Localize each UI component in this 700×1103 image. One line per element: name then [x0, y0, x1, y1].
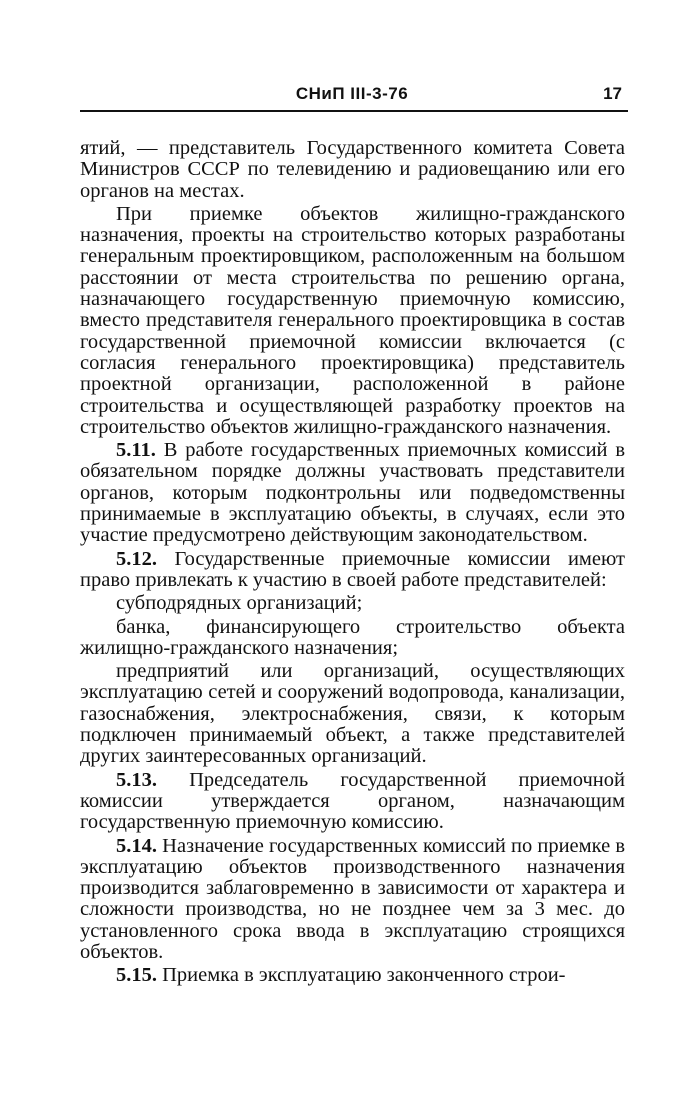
- paragraph: [80, 138, 625, 202]
- section-paragraph: [80, 770, 625, 834]
- paragraph: [80, 204, 625, 438]
- paragraph-text: Приемка в эксплуатацию законченного строи-: [162, 964, 566, 987]
- section-paragraph: [80, 965, 625, 986]
- paragraph-text: банка, финансирующего строительство объекта жилищно-гражданского назначения;: [80, 615, 625, 659]
- paragraph-text: Председатель государственной приемочной комиссии утверждается органом, назначающим государственную приемочную комиссию.: [80, 768, 625, 834]
- list-item: [80, 593, 625, 614]
- paragraph-text: предприятий или организаций, осуществляющих эксплуатацию сетей и сооружений водопровода, канализации, газоснабжения, электроснабжения, связи, к которым подключен принимаемый объект, а также представителей других заинтересованных организаций.: [80, 660, 625, 768]
- paragraph-text: Назначение государственных комиссий по приемке в эксплуатацию объектов производственного назначения производится заблаговременно в зависимости от характера и сложности производства, но не позднее чем за 3 мес. до установленного срока ввода в эксплуатацию строящихся объектов.: [80, 834, 625, 963]
- section-number: 5.13.: [116, 768, 157, 791]
- page-body: [80, 138, 625, 989]
- paragraph-text: субподрядных организаций;: [116, 592, 363, 615]
- page-number: 17: [603, 84, 622, 103]
- list-item: [80, 661, 625, 767]
- header-divider: [80, 110, 628, 112]
- paragraph-text: При приемке объектов жилищно-гражданского назначения, проекты на строительство которых разработаны генеральным проектировщиком, расположенным на большом расстоянии от места строительства по решению органа, назначающего государственную приемочную комиссию, вместо представителя генерального проектировщика в состав государственной приемочной комиссии включается (с согласия генерального проектировщика) представитель проектной организации, расположенной в районе строительства и осуществляющей разработку проектов на строительство объектов жилищно-гражданского назначения.: [80, 202, 625, 438]
- list-item: [80, 617, 625, 660]
- section-number: 5.11.: [116, 439, 156, 462]
- section-paragraph: [80, 549, 625, 592]
- paragraph-text: В работе государственных приемочных комиссий в обязательном порядке должны участвовать представители органов, которым подконтрольны или подведомственны принимаемые в эксплуатацию объекты, в случаях, если это участие предусмотрено действующим законодательством.: [80, 439, 626, 547]
- paragraph-text: ятий, — представитель Государственного комитета Совета Министров СССР по телевидению и радиовещанию или его органов на местах.: [80, 137, 625, 202]
- document-code: СНиП III-3-76: [295, 84, 409, 103]
- section-paragraph: [80, 440, 625, 546]
- section-number: 5.14.: [116, 834, 157, 857]
- section-number: 5.15.: [116, 964, 157, 987]
- paragraph-text: Государственные приемочные комиссии имеют право привлекать к участию в своей работе представителей:: [80, 547, 625, 591]
- section-paragraph: [80, 836, 625, 964]
- section-number: 5.12.: [116, 547, 157, 570]
